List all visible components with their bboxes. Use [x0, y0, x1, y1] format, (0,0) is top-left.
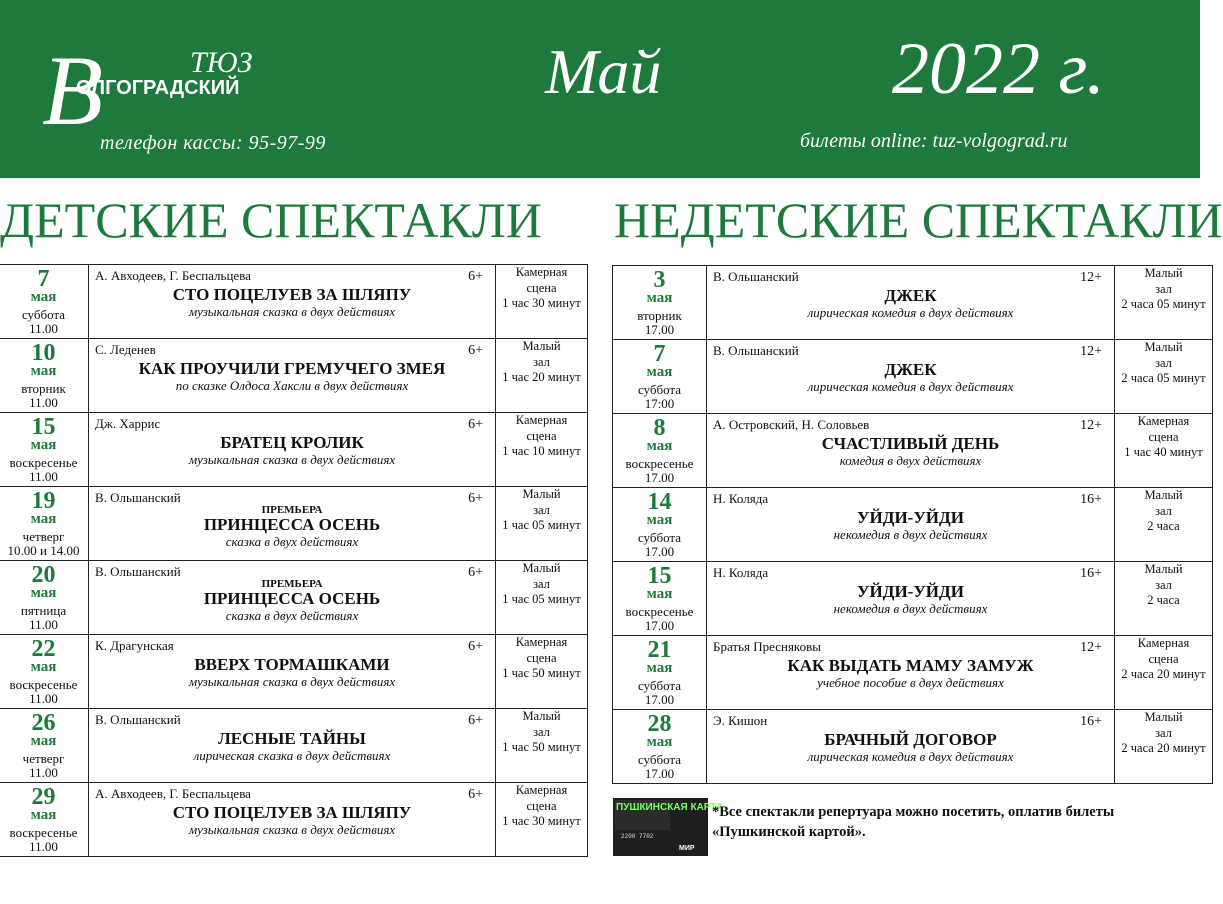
show-genre: некомедия в двух действиях: [833, 527, 988, 542]
show-cell: [707, 340, 1115, 414]
show-genre: музыкальная сказка в двух действиях: [188, 452, 396, 467]
date-cell: [613, 488, 707, 562]
date-cell: [613, 266, 707, 340]
show-title: УЙДИ-УЙДИ: [857, 508, 964, 527]
venue-name: Малый: [522, 487, 561, 501]
show-cell: [707, 488, 1115, 562]
duration: 2 часа 20 минут: [1121, 741, 1206, 755]
schedule-row: [613, 266, 1213, 340]
day-number: 26: [31, 710, 56, 736]
author: Н. Коляда: [713, 491, 769, 506]
show-time: 17.00: [644, 322, 675, 337]
card-label: ПУШКИНСКАЯ КАРТА: [616, 802, 724, 813]
venue-type: зал: [1155, 725, 1172, 740]
schedule-row: [0, 561, 588, 635]
weekday: суббота: [637, 678, 682, 693]
venue-name: Камерная: [1137, 636, 1190, 650]
day-number: 10: [31, 340, 56, 366]
card-number: 2200 7702: [621, 833, 654, 840]
children-section-title: ДЕТСКИЕ СПЕКТАКЛИ: [0, 192, 542, 248]
date-cell: [0, 413, 89, 487]
show-genre: музыкальная сказка в двух действиях: [188, 822, 396, 837]
weekday: пятница: [20, 603, 67, 618]
author: В. Ольшанский: [95, 564, 181, 579]
schedule-row: [613, 414, 1213, 488]
date-cell: [613, 636, 707, 710]
adult-schedule-table: [612, 265, 1213, 784]
show-cell: [89, 561, 496, 635]
show-title: СТО ПОЦЕЛУЕВ ЗА ШЛЯПУ: [172, 803, 412, 822]
show-cell: [707, 636, 1115, 710]
venue-type: зал: [533, 576, 550, 591]
schedule-row: [613, 488, 1213, 562]
show-time: 11.00: [29, 765, 58, 780]
duration: 1 час 40 минут: [1124, 445, 1203, 459]
duration: 1 час 20 минут: [502, 370, 581, 384]
venue-cell: [496, 783, 588, 857]
show-time: 17.00: [644, 618, 675, 633]
note-line-2: «Пушкинской картой».: [712, 824, 866, 840]
logo-big-letter: В: [42, 35, 104, 146]
venue-type: сцена: [526, 428, 557, 443]
age-rating: 12+: [1080, 640, 1102, 655]
show-genre: музыкальная сказка в двух действиях: [188, 304, 396, 319]
show-title: ЛЕСНЫЕ ТАЙНЫ: [218, 729, 366, 748]
schedule-row: [0, 339, 588, 413]
venue-type: сцена: [526, 280, 557, 295]
show-title: БРАЧНЫЙ ДОГОВОР: [824, 730, 997, 749]
adult-section-title: НЕДЕТСКИЕ СПЕКТАКЛИ: [614, 192, 1223, 248]
author: В. Ольшанский: [713, 269, 799, 284]
venue-cell: [496, 487, 588, 561]
venue-type: зал: [1155, 503, 1172, 518]
schedule-row: [0, 783, 588, 857]
date-cell: [613, 414, 707, 488]
age-rating: 6+: [468, 269, 483, 284]
date-cell: [0, 339, 89, 413]
month-name: мая: [30, 363, 57, 379]
weekday: суббота: [21, 307, 66, 322]
header-banner: [0, 0, 1200, 178]
author: А. Островский, Н. Соловьев: [713, 417, 870, 432]
day-number: 7: [653, 341, 666, 367]
venue-cell: [1115, 488, 1213, 562]
show-title: БРАТЕЦ КРОЛИК: [220, 433, 364, 452]
venue-type: сцена: [1148, 651, 1179, 666]
show-title: ПРИНЦЕССА ОСЕНЬ: [203, 515, 381, 534]
day-number: 14: [647, 489, 672, 515]
duration: 1 час 50 минут: [502, 666, 581, 680]
show-title: ПРИНЦЕССА ОСЕНЬ: [203, 589, 381, 608]
venue-type: зал: [533, 502, 550, 517]
show-genre: некомедия в двух действиях: [833, 601, 988, 616]
pushkin-card-image: [613, 798, 724, 856]
venue-name: Камерная: [515, 635, 568, 649]
show-title: СТО ПОЦЕЛУЕВ ЗА ШЛЯПУ: [172, 285, 412, 304]
show-title: УЙДИ-УЙДИ: [857, 582, 964, 601]
show-cell: [89, 709, 496, 783]
duration: 1 час 10 минут: [502, 444, 581, 458]
day-number: 15: [647, 563, 672, 589]
show-cell: [89, 487, 496, 561]
duration: 2 часа: [1147, 593, 1180, 607]
schedule-row: [0, 487, 588, 561]
author: В. Ольшанский: [95, 490, 181, 505]
month-name: мая: [30, 585, 57, 601]
venue-type: зал: [1155, 577, 1172, 592]
note-line-1: *Все спектакли репертуара можно посетить, оплатив билеты: [712, 804, 1115, 820]
schedule-row: [0, 265, 588, 339]
day-number: 29: [31, 784, 56, 810]
logo-tuz: ТЮЗ: [190, 46, 253, 79]
venue-type: зал: [533, 724, 550, 739]
month-name: мая: [30, 733, 57, 749]
show-title: ДЖЕК: [884, 360, 937, 379]
show-time: 17.00: [644, 692, 675, 707]
show-time: 17.00: [644, 766, 675, 781]
age-rating: 16+: [1080, 492, 1102, 507]
show-title: ДЖЕК: [884, 286, 937, 305]
schedule-row: [613, 340, 1213, 414]
show-time: 10.00 и 14.00: [7, 543, 80, 558]
date-cell: [0, 635, 89, 709]
venue-cell: [1115, 340, 1213, 414]
show-cell: [89, 339, 496, 413]
show-time: 11.00: [29, 469, 58, 484]
age-rating: 6+: [468, 713, 483, 728]
schedule-row: [0, 413, 588, 487]
date-cell: [0, 487, 89, 561]
show-time: 17.00: [644, 544, 675, 559]
show-time: 11.00: [29, 321, 58, 336]
month-name: мая: [646, 734, 673, 750]
show-cell: [707, 562, 1115, 636]
venue-cell: [496, 709, 588, 783]
venue-type: сцена: [1148, 429, 1179, 444]
year-title: 2022 г.: [892, 28, 1105, 110]
weekday: вторник: [21, 381, 66, 396]
author: А. Авходеев, Г. Беспальцева: [95, 786, 251, 801]
show-genre: музыкальная сказка в двух действиях: [188, 674, 396, 689]
duration: 2 часа 05 минут: [1121, 371, 1206, 385]
venue-type: сцена: [526, 798, 557, 813]
schedule-row: [0, 635, 588, 709]
logo-word: ОЛГОГРАДСКИЙ: [76, 77, 240, 99]
author: С. Леденев: [95, 342, 156, 357]
show-time: 11.00: [29, 617, 58, 632]
day-number: 20: [31, 562, 56, 588]
date-cell: [0, 709, 89, 783]
show-time: 11.00: [29, 839, 58, 854]
month-name: мая: [646, 660, 673, 676]
weekday: воскресенье: [625, 604, 694, 619]
venue-cell: [1115, 562, 1213, 636]
age-rating: 12+: [1080, 344, 1102, 359]
venue-name: Камерная: [515, 783, 568, 797]
date-cell: [0, 265, 89, 339]
duration: 2 часа 05 минут: [1121, 297, 1206, 311]
premiere-label: ПРЕМЬЕРА: [261, 504, 323, 516]
show-cell: [89, 413, 496, 487]
schedule-row: [613, 636, 1213, 710]
author: Дж. Харрис: [95, 416, 161, 431]
weekday: суббота: [637, 530, 682, 545]
age-rating: 6+: [468, 639, 483, 654]
month-title: Май: [545, 36, 662, 107]
show-genre: по сказке Олдоса Хаксли в двух действиях: [175, 378, 409, 393]
duration: 2 часа: [1147, 519, 1180, 533]
date-cell: [0, 783, 89, 857]
venue-cell: [496, 561, 588, 635]
show-time: 17.00: [644, 470, 675, 485]
show-title: КАК ПРОУЧИЛИ ГРЕМУЧЕГО ЗМЕЯ: [138, 359, 446, 378]
author: Н. Коляда: [713, 565, 769, 580]
age-rating: 12+: [1080, 418, 1102, 433]
weekday: воскресенье: [9, 455, 78, 470]
age-rating: 16+: [1080, 566, 1102, 581]
venue-type: зал: [1155, 281, 1172, 296]
show-genre: лирическая сказка в двух действиях: [193, 748, 391, 763]
day-number: 7: [37, 266, 50, 292]
month-name: мая: [646, 290, 673, 306]
day-number: 22: [31, 636, 56, 662]
author: А. Авходеев, Г. Беспальцева: [95, 268, 251, 283]
show-cell: [89, 635, 496, 709]
venue-cell: [1115, 266, 1213, 340]
children-schedule-table: [0, 264, 588, 857]
show-title: СЧАСТЛИВЫЙ ДЕНЬ: [821, 434, 1000, 453]
weekday: четверг: [22, 529, 65, 544]
venue-cell: [1115, 710, 1213, 784]
author: Братья Пресняковы: [713, 639, 821, 654]
venue-name: Малый: [1144, 562, 1183, 576]
month-name: мая: [646, 364, 673, 380]
venue-name: Малый: [1144, 488, 1183, 502]
month-name: мая: [30, 511, 57, 527]
duration: 1 час 30 минут: [502, 814, 581, 828]
weekday: четверг: [22, 751, 65, 766]
duration: 1 час 30 минут: [502, 296, 581, 310]
age-rating: 16+: [1080, 714, 1102, 729]
day-number: 21: [647, 637, 672, 663]
day-number: 3: [653, 267, 666, 293]
show-genre: лирическая комедия в двух действиях: [807, 379, 1014, 394]
show-genre: сказка в двух действиях: [225, 534, 359, 549]
venue-name: Камерная: [515, 265, 568, 279]
age-rating: 6+: [468, 787, 483, 802]
show-time: 11.00: [29, 395, 58, 410]
month-name: мая: [30, 659, 57, 675]
day-number: 8: [653, 415, 666, 441]
day-number: 28: [647, 711, 672, 737]
month-name: мая: [646, 438, 673, 454]
weekday: воскресенье: [9, 677, 78, 692]
show-genre: комедия в двух действиях: [839, 453, 982, 468]
card-brand: МИР: [679, 845, 695, 852]
author: Э. Кишон: [713, 713, 768, 728]
day-number: 19: [31, 488, 56, 514]
show-genre: учебное пособие в двух действиях: [817, 675, 1004, 690]
author: К. Драгунская: [95, 638, 174, 653]
show-title: ВВЕРХ ТОРМАШКАМИ: [194, 655, 390, 674]
date-cell: [613, 710, 707, 784]
weekday: суббота: [637, 382, 682, 397]
weekday: воскресенье: [9, 825, 78, 840]
venue-name: Малый: [522, 709, 561, 723]
day-number: 15: [31, 414, 56, 440]
venue-cell: [496, 413, 588, 487]
weekday: вторник: [637, 308, 682, 323]
duration: 1 час 05 минут: [502, 592, 581, 606]
venue-type: сцена: [526, 650, 557, 665]
show-genre: лирическая комедия в двух действиях: [807, 749, 1014, 764]
date-cell: [0, 561, 89, 635]
venue-type: зал: [1155, 355, 1172, 370]
show-cell: [707, 414, 1115, 488]
age-rating: 6+: [468, 343, 483, 358]
venue-name: Малый: [1144, 710, 1183, 724]
show-cell: [707, 710, 1115, 784]
month-name: мая: [30, 437, 57, 453]
age-rating: 12+: [1080, 270, 1102, 285]
month-name: мая: [30, 807, 57, 823]
show-time: 17:00: [644, 396, 675, 411]
schedule-row: [613, 710, 1213, 784]
venue-name: Малый: [522, 561, 561, 575]
show-genre: сказка в двух действиях: [225, 608, 359, 623]
author: В. Ольшанский: [713, 343, 799, 358]
venue-cell: [1115, 636, 1213, 710]
show-cell: [707, 266, 1115, 340]
venue-cell: [496, 635, 588, 709]
venue-cell: [496, 339, 588, 413]
venue-name: Малый: [522, 339, 561, 353]
duration: 2 часа 20 минут: [1121, 667, 1206, 681]
pushkin-card-note: [712, 802, 1114, 842]
month-name: мая: [646, 512, 673, 528]
schedule-row: [0, 709, 588, 783]
age-rating: 6+: [468, 565, 483, 580]
venue-name: Камерная: [1137, 414, 1190, 428]
schedule-row: [613, 562, 1213, 636]
age-rating: 6+: [468, 491, 483, 506]
venue-name: Малый: [1144, 266, 1183, 280]
duration: 1 час 05 минут: [502, 518, 581, 532]
weekday: суббота: [637, 752, 682, 767]
show-cell: [89, 783, 496, 857]
premiere-label: ПРЕМЬЕРА: [261, 578, 323, 590]
show-cell: [89, 265, 496, 339]
date-cell: [613, 340, 707, 414]
month-name: мая: [30, 289, 57, 305]
duration: 1 час 50 минут: [502, 740, 581, 754]
month-name: мая: [646, 586, 673, 602]
venue-type: зал: [533, 354, 550, 369]
date-cell: [613, 562, 707, 636]
online-tickets: билеты online: tuz-volgograd.ru: [800, 130, 1068, 152]
show-time: 11.00: [29, 691, 58, 706]
show-genre: лирическая комедия в двух действиях: [807, 305, 1014, 320]
venue-name: Камерная: [515, 413, 568, 427]
author: В. Ольшанский: [95, 712, 181, 727]
age-rating: 6+: [468, 417, 483, 432]
venue-cell: [1115, 414, 1213, 488]
venue-name: Малый: [1144, 340, 1183, 354]
box-office-phone: телефон кассы: 95-97-99: [100, 132, 326, 154]
weekday: воскресенье: [625, 456, 694, 471]
venue-cell: [496, 265, 588, 339]
show-title: КАК ВЫДАТЬ МАМУ ЗАМУЖ: [787, 656, 1034, 675]
